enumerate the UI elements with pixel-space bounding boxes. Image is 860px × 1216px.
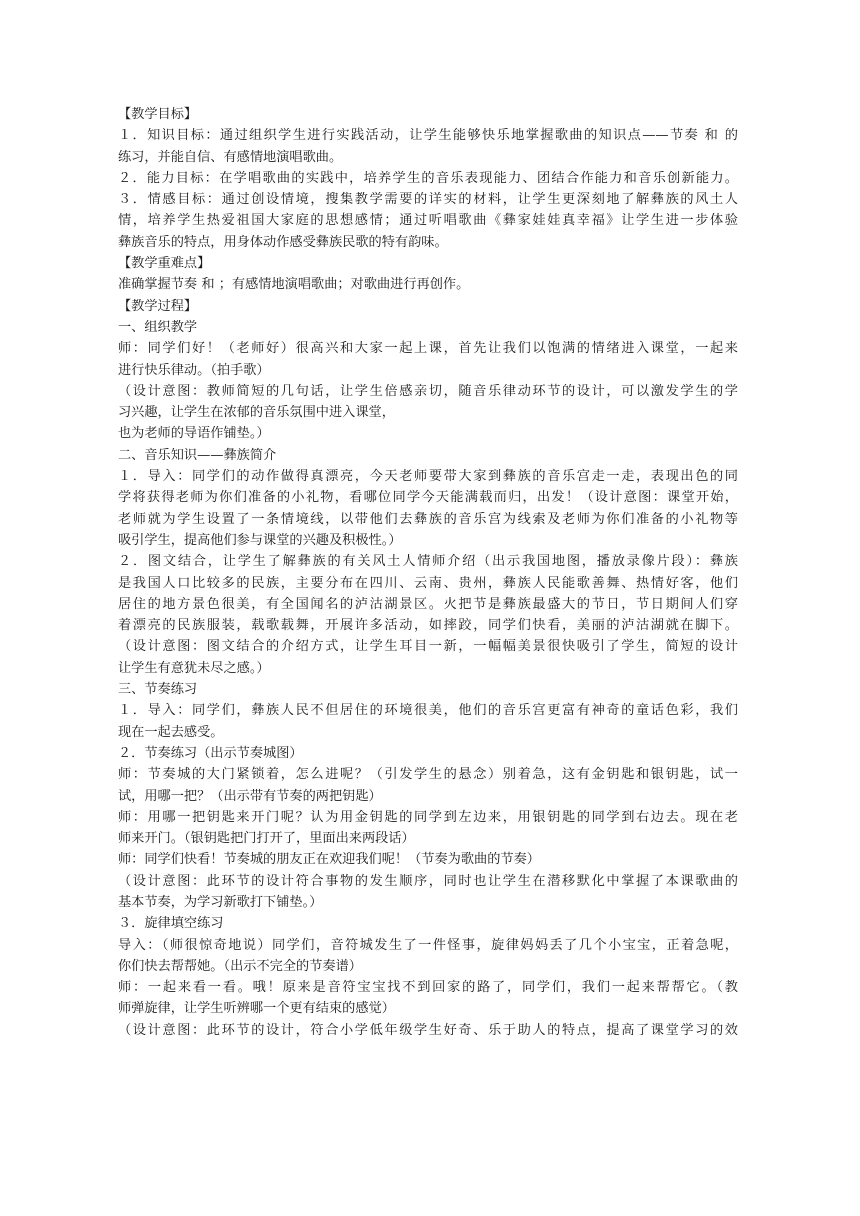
text-line: １．导入：同学们的动作做得真漂亮，今天老师要带大家到彝族的音乐宫走一走，表现出色的同 (118, 469, 738, 485)
text-line: （设计意图：教师简短的几句话，让学生倍感亲切，随音乐律动环节的设计，可以激发学生的学 (118, 383, 738, 399)
text-line: 导入：（师很惊奇地说）同学们，音符城发生了一件怪事，旋律妈妈丢了几个小宝宝，正着急呢， (118, 937, 738, 953)
text-line: 准确掌握节奏 和 ；有感情地演唱歌曲；对歌曲进行再创作。 (118, 277, 470, 293)
text-line: ２．能力目标：在学唱歌曲的实践中，培养学生的音乐表现能力、团结合作能力和音乐创新能力。 (118, 170, 738, 186)
text-line: 师弹旋律，让学生听辨哪一个更有结束的感觉） (118, 1001, 395, 1017)
text-line: 让学生有意犹未尽之感。） (118, 660, 270, 676)
text-line: １．导入：同学们，彝族人民不但居住的环境很美，他们的音乐宫更富有神奇的童话色彩，我们 (118, 703, 738, 719)
text-line: 师：同学们快看！节奏城的朋友正在欢迎我们呢！（节奏为歌曲的节奏） (118, 852, 540, 868)
document-page (118, 104, 738, 1041)
text-line: 着漂亮的民族服装，载歌载舞，开展许多活动，如摔跤，同学们快看，美丽的泸沽湖就在脚下。 (118, 618, 738, 634)
text-line: 习兴趣，让学生在浓郁的音乐氛围中进入课堂， (118, 405, 395, 421)
text-line: 进行快乐律动。（拍手歌） (118, 362, 270, 378)
text-line: 师：一起来看一看。哦！原来是音符宝宝找不到回家的路了，同学们，我们一起来帮帮它。（教 (118, 980, 738, 996)
text-line: 师来开门。（银钥匙把门打开了，里面出来两段话） (118, 831, 415, 847)
text-line: 基本节奏，为学习新歌打下铺垫。） (118, 894, 323, 910)
text-line: 吸引学生，提高他们参与课堂的兴趣及积极性。） (118, 532, 402, 548)
text-line: 【教学过程】 (118, 298, 198, 314)
text-line: ２．节奏练习（出示节奏城图） (118, 745, 303, 761)
text-line: 试，用哪一把？（出示带有节奏的两把钥匙） (118, 788, 382, 804)
text-line: 练习，并能自信、有感情地演唱歌曲。 (118, 149, 343, 165)
text-line: 【教学重难点】 (118, 256, 211, 272)
text-line: 师：同学们好！（老师好）很高兴和大家一起上课，首先让我们以饱满的情绪进入课堂，一起来 (118, 341, 738, 357)
text-line: 【教学目标】 (118, 107, 198, 122)
text-line: （设计意图：此环节的设计符合事物的发生顺序，同时也让学生在潜移默化中掌握了本课歌曲的 (118, 873, 738, 889)
text-line: 是我国人口比较多的民族，主要分布在四川、云南、贵州，彝族人民能歌善舞、热情好客，他们 (118, 575, 738, 591)
text-line: 学将获得老师为你们准备的小礼物，看哪位同学今天能满载而归，出发！（设计意图：课堂开始， (118, 490, 738, 506)
text-line: 一、组织教学 (118, 319, 198, 335)
text-line: 现在一起去感受。 (118, 724, 224, 740)
text-line: （设计意图：此环节的设计，符合小学低年级学生好奇、乐于助人的特点，提高了课堂学习的效 (118, 1022, 738, 1038)
text-line: 三、节奏练习 (118, 682, 198, 698)
text-line: １．知识目标：通过组织学生进行实践活动，让学生能够快乐地掌握歌曲的知识点——节奏 和 的 (118, 128, 738, 144)
text-line: （设计意图：图文结合的介绍方式，让学生耳目一新，一幅幅美景很快吸引了学生，简短的设计 (118, 639, 738, 655)
text-line: ３．情感目标：通过创设情境，搜集教学需要的详实的材料，让学生更深刻地了解彝族的风土人 (118, 192, 738, 208)
text-line: 居住的地方景色很美，有全国闻名的泸沽湖景区。火把节是彝族最盛大的节日，节日期间人们穿 (118, 596, 738, 612)
text-line: 彝族音乐的特点，用身体动作感受彝族民歌的特有韵味。 (118, 234, 448, 250)
text-line: 二、音乐知识——彝族简介 (118, 447, 277, 463)
text-line: 老师就为学生设置了一条情境线，以带他们去彝族的音乐宫为线索及老师为你们准备的小礼物等 (118, 511, 738, 527)
text-line: 师：节奏城的大门紧锁着，怎么进呢？（引发学生的悬念）别着急，这有金钥匙和银钥匙，试一 (118, 767, 738, 783)
text-line: 师：用哪一把钥匙来开门呢？认为用金钥匙的同学到左边来，用银钥匙的同学到右边去。现在老 (118, 809, 738, 825)
text-line: 情，培养学生热爱祖国大家庭的思想感情；通过听唱歌曲《彝家娃娃真幸福》让学生进一步体验 (118, 213, 738, 229)
text-line: 也为老师的导语作铺垫。） (118, 426, 270, 442)
text-line: ２．图文结合，让学生了解彝族的有关风土人情师介绍（出示我国地图，播放录像片段）：彝族 (118, 554, 738, 570)
text-line: ３．旋律填空练习 (118, 916, 224, 932)
text-line: 你们快去帮帮她。（出示不完全的节奏谱） (118, 958, 362, 974)
